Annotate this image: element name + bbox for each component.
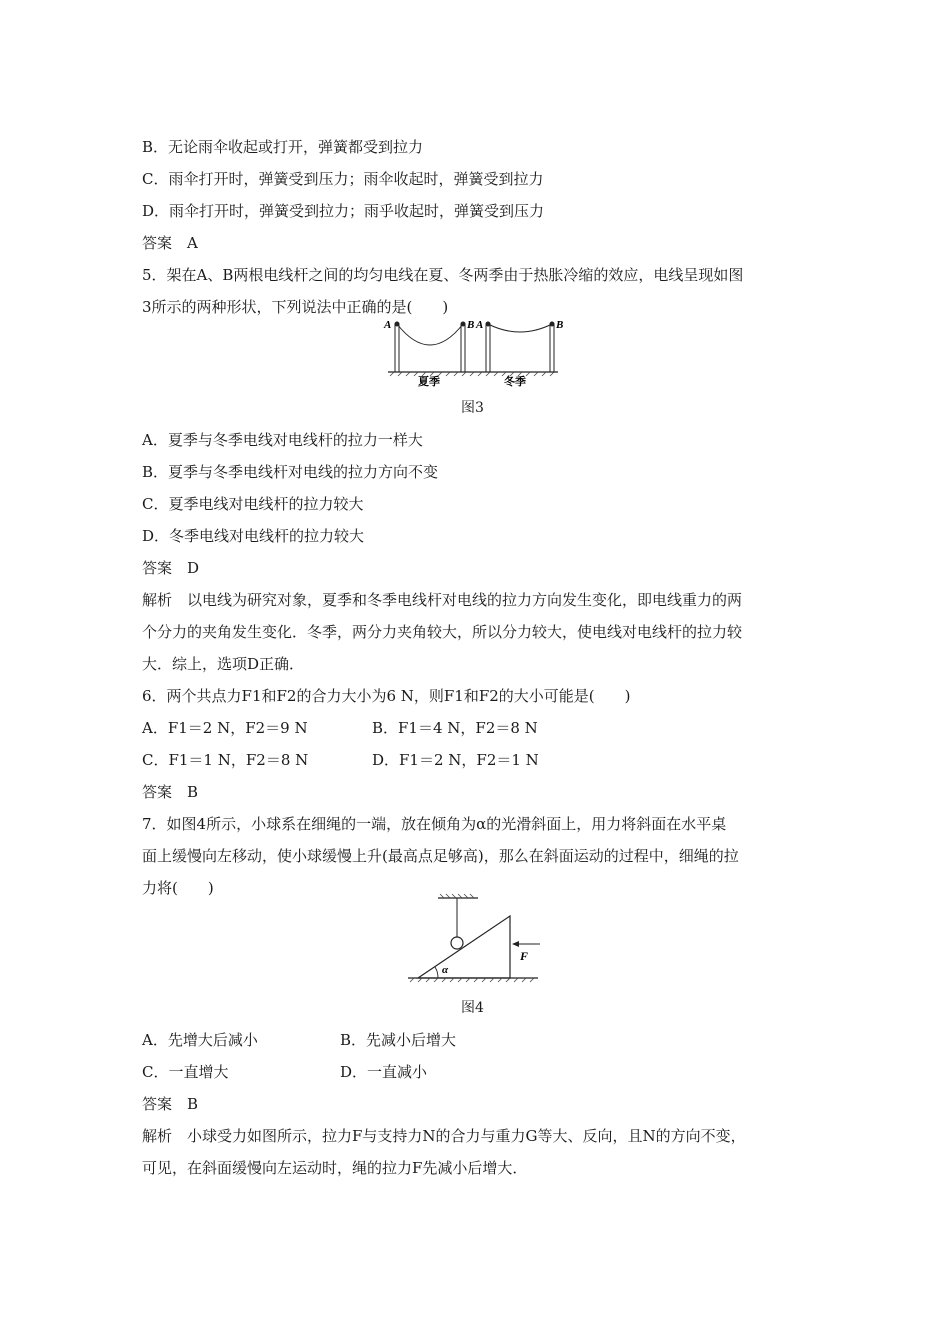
- q6-answer: 答案 B: [142, 783, 199, 801]
- q7-analysis-line1: 解析 小球受力如图所示，拉力F与支持力N的合力与重力G等大、反向，且N的方向不变，: [142, 1127, 746, 1145]
- q5-option-c: C．夏季电线对电线杆的拉力较大: [142, 495, 364, 513]
- label-summer: 夏季: [418, 375, 440, 388]
- label-a-winter: A: [476, 319, 484, 331]
- q4-answer: 答案 A: [142, 234, 198, 252]
- q5-analysis-line1: 解析 以电线为研究对象，夏季和冬季电线杆对电线的拉力方向发生变化，即电线重力的两: [142, 591, 743, 609]
- figure-4-caption: 图4: [461, 1000, 484, 1016]
- q7-answer: 答案 B: [142, 1095, 199, 1113]
- q7-option-c: C．一直增大: [142, 1063, 229, 1081]
- q7-stem-line3: 力将( ): [142, 879, 214, 897]
- q7-option-b: B．先减小后增大: [340, 1031, 457, 1049]
- q7-option-a: A．先增大后减小: [142, 1031, 258, 1049]
- figure-3-diagram: [380, 310, 570, 390]
- q4-option-d: D．雨伞打开时，弹簧受到拉力；雨乎收起时，弹簧受到压力: [142, 202, 545, 220]
- q5-option-d: D．冬季电线对电线杆的拉力较大: [142, 527, 365, 545]
- q6-option-a: A．F1＝2 N，F2＝9 N: [142, 719, 308, 737]
- q5-stem-line1: 5．架在A、B两根电线杆之间的均匀电线在夏、冬两季由于热胀冷缩的效应，电线呈现如图: [142, 266, 744, 284]
- alpha-label: α: [442, 964, 449, 976]
- label-b-winter: B: [556, 319, 564, 331]
- q5-option-a: A．夏季与冬季电线对电线杆的拉力一样大: [142, 431, 423, 449]
- q7-stem-line2: 面上缓慢向左移动，使小球缓慢上升(最高点足够高)，那么在斜面运动的过程中，细绳的拉: [142, 847, 739, 865]
- q4-option-b: B．无论雨伞收起或打开，弹簧都受到拉力: [142, 138, 424, 156]
- q5-answer: 答案 D: [142, 559, 200, 577]
- q6-option-d: D．F1＝2 N，F2＝1 N: [372, 751, 539, 769]
- figure-4-diagram: [400, 892, 550, 987]
- q7-option-d: D．一直减小: [340, 1063, 428, 1081]
- q5-analysis-line3: 大．综上，选项D正确．: [142, 655, 305, 673]
- figure-3-caption: 图3: [461, 400, 484, 416]
- q6-option-b: B．F1＝4 N，F2＝8 N: [372, 719, 538, 737]
- label-winter: 冬季: [504, 375, 526, 388]
- label-b-summer: B: [467, 319, 475, 331]
- q4-option-c: C．雨伞打开时，弹簧受到压力；雨伞收起时，弹簧受到拉力: [142, 170, 544, 188]
- q5-option-b: B．夏季与冬季电线杆对电线的拉力方向不变: [142, 463, 439, 481]
- label-a-summer: A: [384, 319, 392, 331]
- force-label: F: [520, 949, 529, 963]
- q7-analysis-line2: 可见，在斜面缓慢向左运动时，绳的拉力F先减小后增大．: [142, 1159, 528, 1177]
- q7-stem-line1: 7．如图4所示，小球系在细绳的一端，放在倾角为α的光滑斜面上，用力将斜面在水平桌: [142, 815, 727, 833]
- q6-stem: 6．两个共点力F1和F2的合力大小为6 N，则F1和F2的大小可能是( ): [142, 687, 631, 705]
- q5-stem-line2: 3所示的两种形状，下列说法中正确的是( ): [142, 298, 449, 316]
- q6-option-c: C．F1＝1 N，F2＝8 N: [142, 751, 309, 769]
- q5-analysis-line2: 个分力的夹角发生变化．冬季，两分力夹角较大，所以分力较大，使电线对电线杆的拉力较: [142, 623, 743, 641]
